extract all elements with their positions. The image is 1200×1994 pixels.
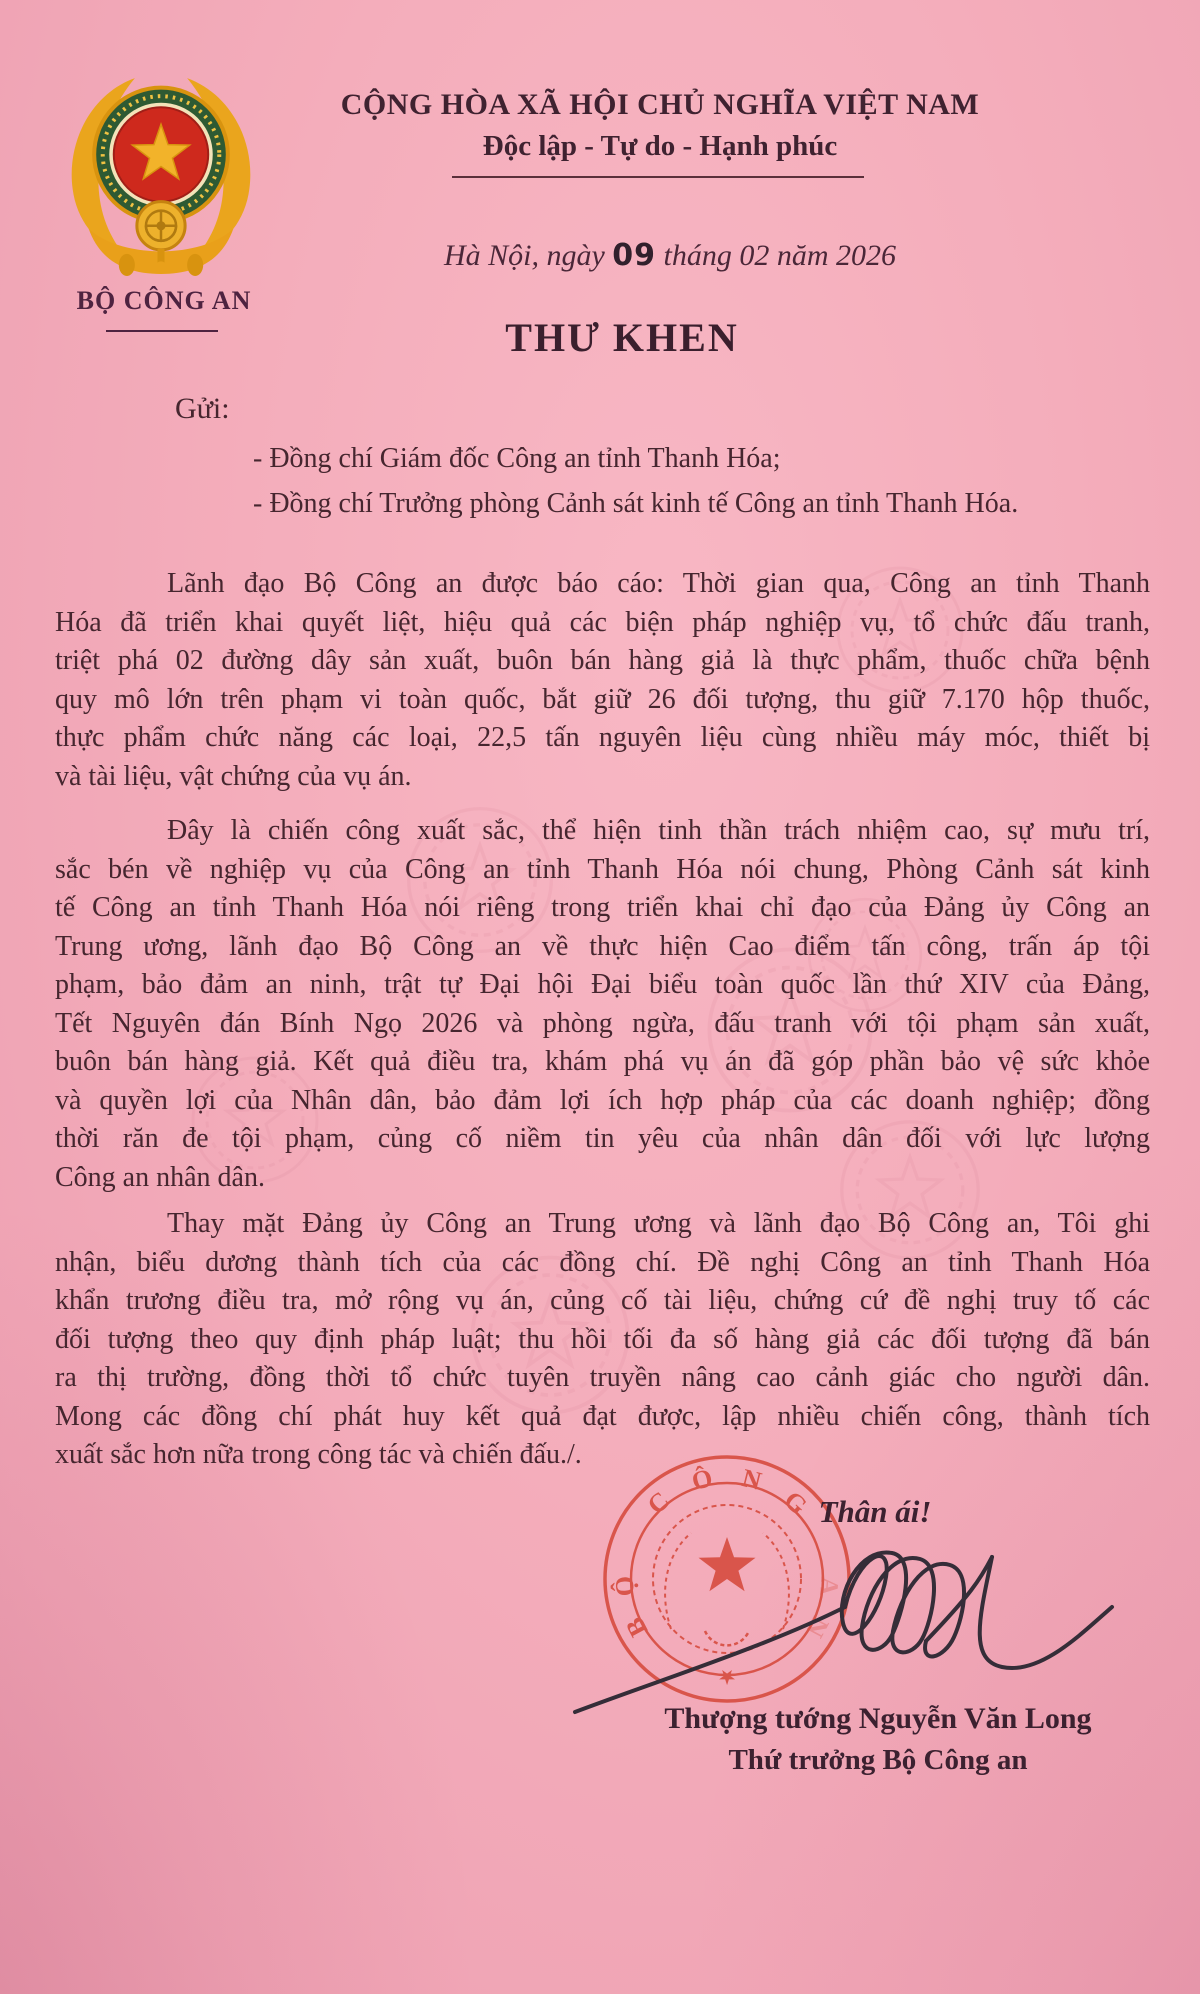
national-heading [300,88,1020,163]
handwritten-signature [540,1495,1140,1725]
body-line: quy mô lớn trên phạm vi toàn quốc, bắt giữ 26 đối tượng, thu giữ 7.170 hộp thuốc, [55,683,1150,715]
body-line: Đây là chiến công xuất sắc, thể hiện tinh thần trách nhiệm cao, sự mưu trí, [167,815,1150,846]
body-line: thời răn đe tội phạm, củng cố niềm tin yêu của nhân dân đối với lực lượng [55,1123,1150,1154]
body-line: Hóa đã triển khai quyết liệt, hiệu quả các biện pháp nghiệp vụ, tổ chức đấu tranh, [55,606,1150,638]
national-motto: Độc lập - Tự do - Hạnh phúc [482,130,838,162]
recipient-line: - Đồng chí Trưởng phòng Cảnh sát kinh tế Công an tỉnh Thanh Hóa. [253,488,1019,519]
body-line: nhận, biểu dương thành tích của các đồng chí. Đề nghị Công an tỉnh Thanh Hóa [55,1246,1150,1278]
national-title: CỘNG HÒA XÃ HỘI CHỦ NGHĨA VIỆT NAM [340,88,980,121]
ministry-of-public-security-emblem [50,62,272,278]
dateline-suffix: tháng 02 năm 2026 [663,239,897,272]
svg-text:C: C [641,1485,676,1520]
body-line: phạm, bảo đảm an ninh, trật tự Đại hội Đại biểu toàn quốc lần thứ XIV của Đảng, [55,969,1150,1000]
document-title: THƯ KHEN [505,315,739,360]
issuer-name: BỘ CÔNG AN [76,286,252,315]
svg-text:N: N [800,1612,835,1643]
dateline-day: 09 [612,238,657,273]
svg-text:N: N [739,1463,765,1496]
body-line: buôn bán hàng giả. Kết quả điều tra, khám phá vụ án đã góp phần bảo vệ sức khỏe [55,1046,1150,1077]
signer-rank-and-name: Thượng tướng Nguyễn Văn Long [664,1702,1092,1735]
recipient-list [253,436,1153,526]
svg-text:Ộ: Ộ [609,1575,640,1598]
motto-underline [452,176,864,178]
body-line: Mong các đồng chí phát huy kết quả đạt được, lập nhiều chiến công, thành tích [55,1400,1150,1432]
issuer-divider [106,330,218,332]
closing-salute: Thân ái! [818,1494,932,1529]
body-line: đối tượng theo quy định pháp luật; thu hồi tối đa số hàng giả các đối tượng đã bán [55,1323,1150,1355]
body-line: Trung ương, lãnh đạo Bộ Công an về thực hiện Cao điểm tấn công, trấn áp tội [55,930,1150,962]
body-line: Lãnh đạo Bộ Công an được báo cáo: Thời gian qua, Công an tỉnh Thanh [167,568,1150,599]
svg-text:A: A [814,1575,845,1597]
svg-text:G: G [778,1485,813,1521]
body-line: xuất sắc hơn nữa trong công tác và chiến đấu./. [55,1439,582,1470]
body-line: thực phẩm chức năng các loại, 22,5 tấn nguyên liệu cùng nhiều máy móc, thiết bị [55,722,1150,753]
body-line: Thay mặt Đảng ủy Công an Trung ương và lãnh đạo Bộ Công an, Tôi ghi [167,1208,1150,1239]
body-line: sắc bén về nghiệp vụ của Công an tỉnh Thanh Hóa nói chung, Phòng Cảnh sát kinh [55,853,1150,885]
letter-body [55,565,1150,1475]
signer-title: Thứ trưởng Bộ Công an [728,1744,1028,1776]
body-line: Tết Nguyên đán Bính Ngọ 2026 và phòng ngừa, đấu tranh với tội phạm sản xuất, [55,1007,1150,1039]
paragraph-1 [55,565,1150,796]
svg-text:Ô: Ô [688,1463,716,1497]
body-line: tế Công an tỉnh Thanh Hóa nói riêng trong triển khai chỉ đạo của Đảng ủy Công an [55,892,1150,923]
salutation: Gửi: [175,392,230,425]
body-line: Công an nhân dân. [55,1161,265,1193]
body-line: triệt phá 02 đường dây sản xuất, buôn bán hàng giả là thực phẩm, thuốc chữa bệnh [55,645,1150,676]
seal-bottom-star: ★ [718,1667,736,1687]
dateline-prefix: Hà Nội, ngày [443,239,605,272]
paragraph-2 [55,812,1150,1197]
svg-text:B: B [619,1612,654,1642]
body-line: ra thị trường, đồng thời tổ chức tuyên truyền nâng cao cảnh giác cho người dân. [55,1362,1150,1393]
dateline [310,238,1030,273]
body-line: và tài liệu, vật chứng của vụ án. [55,760,412,792]
recipient-line: - Đồng chí Giám đốc Công an tỉnh Thanh Hóa; [253,443,781,474]
body-line: khẩn trương điều tra, mở rộng vụ án, củng cố tài liệu, chứng cứ đề nghị truy tố các [55,1285,1150,1316]
paragraph-3 [55,1205,1150,1475]
body-line: và quyền lợi của Nhân dân, bảo đảm lợi ích hợp pháp của các doanh nghiệp; đồng [55,1084,1150,1116]
